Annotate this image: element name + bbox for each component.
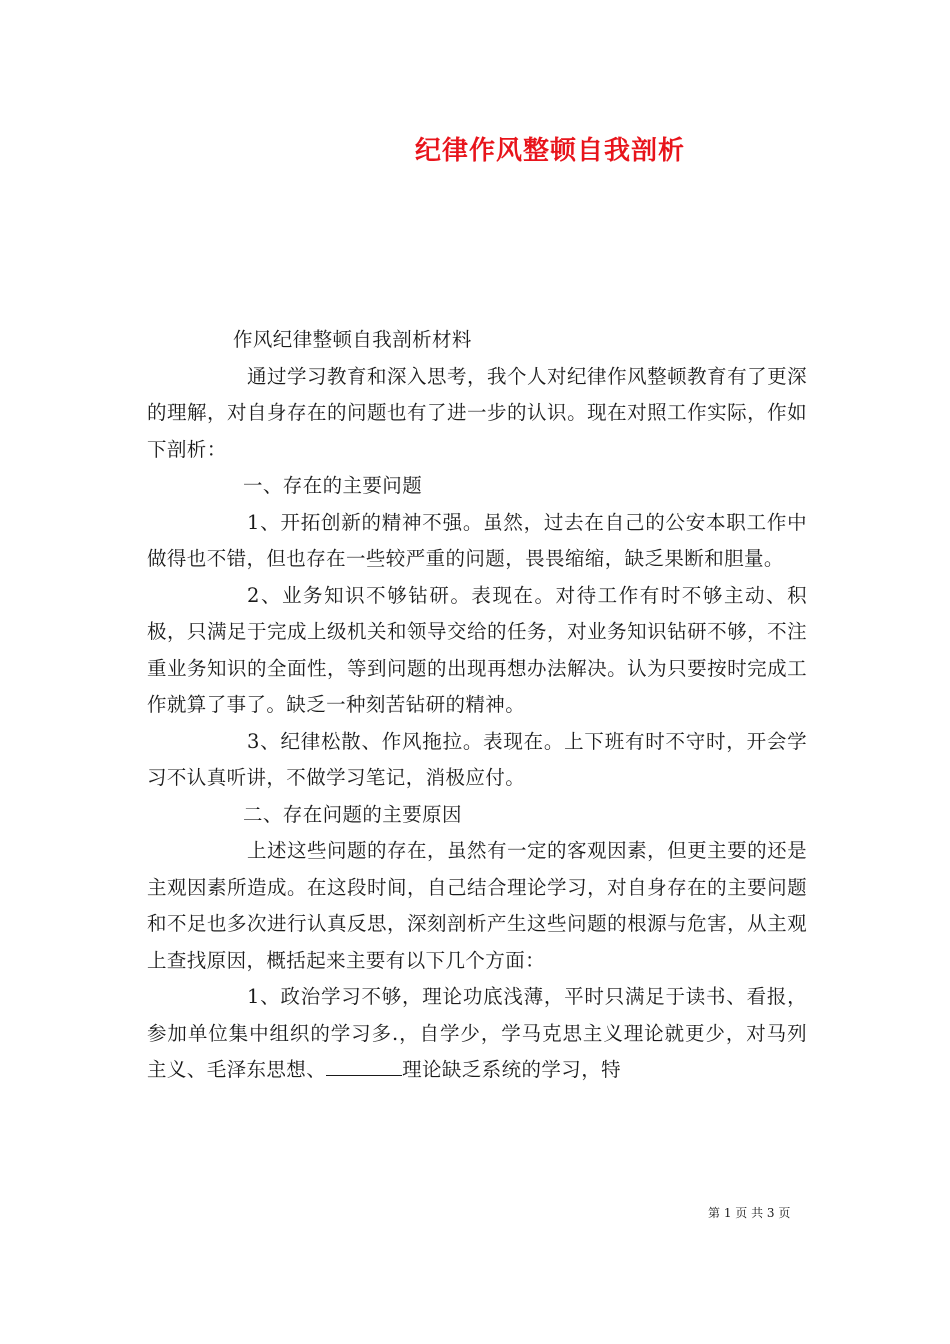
paragraph-cause-1-text-start: 1、政治学习不够，理论功底浅薄，平时只满足于读书、看报，参加单位集中组织的学习多.，自学少，学马克思主义理论就更少，对马列主义、毛泽东思想、 (147, 985, 807, 1081)
document-body (147, 322, 807, 1089)
paragraph-cause-1 (147, 979, 807, 1089)
paragraph-cause-1-text-end: 理论缺乏系统的学习，特 (402, 1058, 622, 1081)
paragraph-intro: 通过学习教育和深入思考，我个人对纪律作风整顿教育有了更深的理解，对自身存在的问题也有了进一步的认识。现在对照工作实际，作如下剖析： (147, 364, 807, 461)
blank-underline (326, 1059, 402, 1076)
paragraph-causes-intro: 上述这些问题的存在，虽然有一定的客观因素，但更主要的还是主观因素所造成。在这段时间，自己结合理论学习，对自身存在的主要问题和不足也多次进行认真反思，深刻剖析产生这些问题的根源与危害，从主观上查找原因，概括起来主要有以下几个方面： (147, 839, 807, 972)
document-title-text: 纪律作风整顿自我剖析 (414, 136, 685, 166)
page-footer: 第 1 页 共 3 页 (708, 1206, 791, 1220)
section-heading-1: 一、存在的主要问题 (243, 474, 423, 497)
document-subtitle: 作风纪律整顿自我剖析材料 (233, 328, 472, 351)
paragraph-issue-3: 3、纪律松散、作风拖拉。表现在。上下班有时不守时，开会学习不认真听讲，不做学习笔记，消极应付。 (147, 729, 807, 789)
section-heading-2: 二、存在问题的主要原因 (243, 802, 462, 826)
paragraph-issue-2: 2、业务知识不够钻研。表现在。对待工作有时不够主动、积极，只满足于完成上级机关和领导交给的任务，对业务知识钻研不够，不注重业务知识的全面性，等到问题的出现再想办法解决。认为只要按时完成工作就算了事了。缺乏一种刻苦钻研的精神。 (147, 583, 807, 716)
document-title (0, 133, 950, 169)
paragraph-issue-1: 1、开拓创新的精神不强。虽然，过去在自己的公安本职工作中做得也不错，但也存在一些较严重的问题，畏畏缩缩，缺乏果断和胆量。 (147, 510, 807, 570)
